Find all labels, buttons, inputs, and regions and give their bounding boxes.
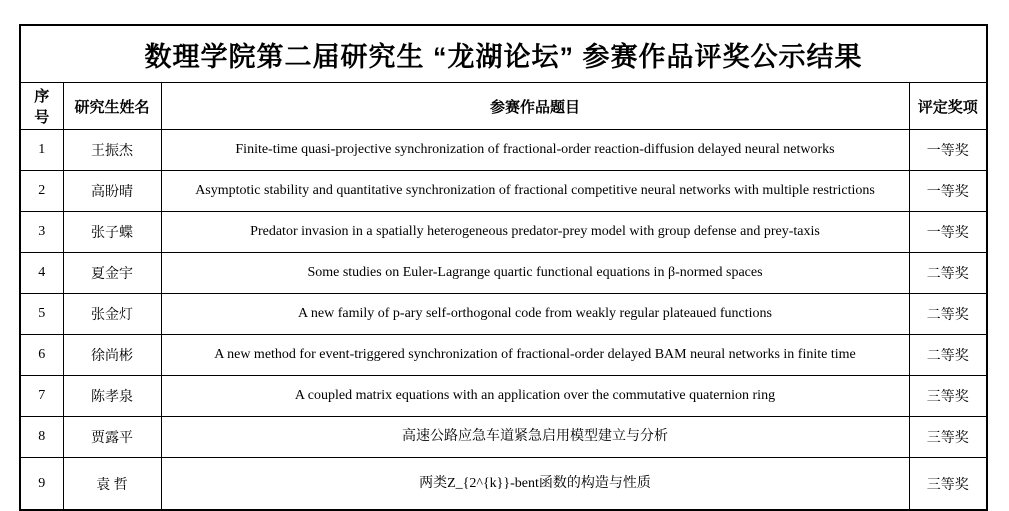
name-cell: 陈孝泉 [63,376,161,417]
column-header-student-name: 研究生姓名 [63,83,161,130]
award-cell: 一等奖 [909,212,987,253]
name-cell: 袁 哲 [63,458,161,511]
title-row [20,25,987,83]
award-results-table [19,24,988,511]
name-cell: 徐尚彬 [63,335,161,376]
serial-cell: 2 [20,171,63,212]
award-cell: 一等奖 [909,171,987,212]
table-body [20,130,987,511]
serial-cell: 3 [20,212,63,253]
header-row [20,83,987,130]
title-cell: Asymptotic stability and quantitative synchronization of fractional competitive neural networks with multiple restrictions [161,171,909,212]
award-cell: 三等奖 [909,458,987,511]
name-cell: 夏金宇 [63,253,161,294]
award-cell: 二等奖 [909,253,987,294]
name-cell: 张子蝶 [63,212,161,253]
award-cell: 三等奖 [909,376,987,417]
table-row [20,335,987,376]
name-cell: 高盼晴 [63,171,161,212]
title-cell: 两类Z_{2^{k}}-bent函数的构造与性质 [161,458,909,511]
title-cell: Some studies on Euler-Lagrange quartic functional equations in β-normed spaces [161,253,909,294]
award-cell: 二等奖 [909,294,987,335]
title-cell: A coupled matrix equations with an application over the commutative quaternion ring [161,376,909,417]
serial-cell: 8 [20,417,63,458]
table-row [20,171,987,212]
column-header-entry-title: 参赛作品题目 [161,83,909,130]
serial-cell: 5 [20,294,63,335]
column-header-award: 评定奖项 [909,83,987,130]
page-title: 数理学院第二届研究生 “龙湖论坛” 参赛作品评奖公示结果 [20,25,987,83]
table-head [20,25,987,130]
serial-cell: 9 [20,458,63,511]
serial-cell: 4 [20,253,63,294]
title-cell: Predator invasion in a spatially heterogeneous predator-prey model with group defense and prey-taxis [161,212,909,253]
name-cell: 王振杰 [63,130,161,171]
award-cell: 二等奖 [909,335,987,376]
title-cell: A new family of p-ary self-orthogonal code from weakly regular plateaued functions [161,294,909,335]
award-cell: 三等奖 [909,417,987,458]
table-row [20,253,987,294]
name-cell: 贾露平 [63,417,161,458]
table-row [20,294,987,335]
serial-cell: 6 [20,335,63,376]
table-row [20,130,987,171]
serial-cell: 1 [20,130,63,171]
table-row [20,417,987,458]
column-header-serial: 序号 [20,83,63,130]
serial-cell: 7 [20,376,63,417]
table-row [20,376,987,417]
name-cell: 张金灯 [63,294,161,335]
award-cell: 一等奖 [909,130,987,171]
table-row [20,458,987,511]
title-cell: A new method for event-triggered synchronization of fractional-order delayed BAM neural networks in finite time [161,335,909,376]
title-cell: Finite-time quasi-projective synchronization of fractional-order reaction-diffusion delayed neural networks [161,130,909,171]
title-cell: 高速公路应急车道紧急启用模型建立与分析 [161,417,909,458]
table-row [20,212,987,253]
